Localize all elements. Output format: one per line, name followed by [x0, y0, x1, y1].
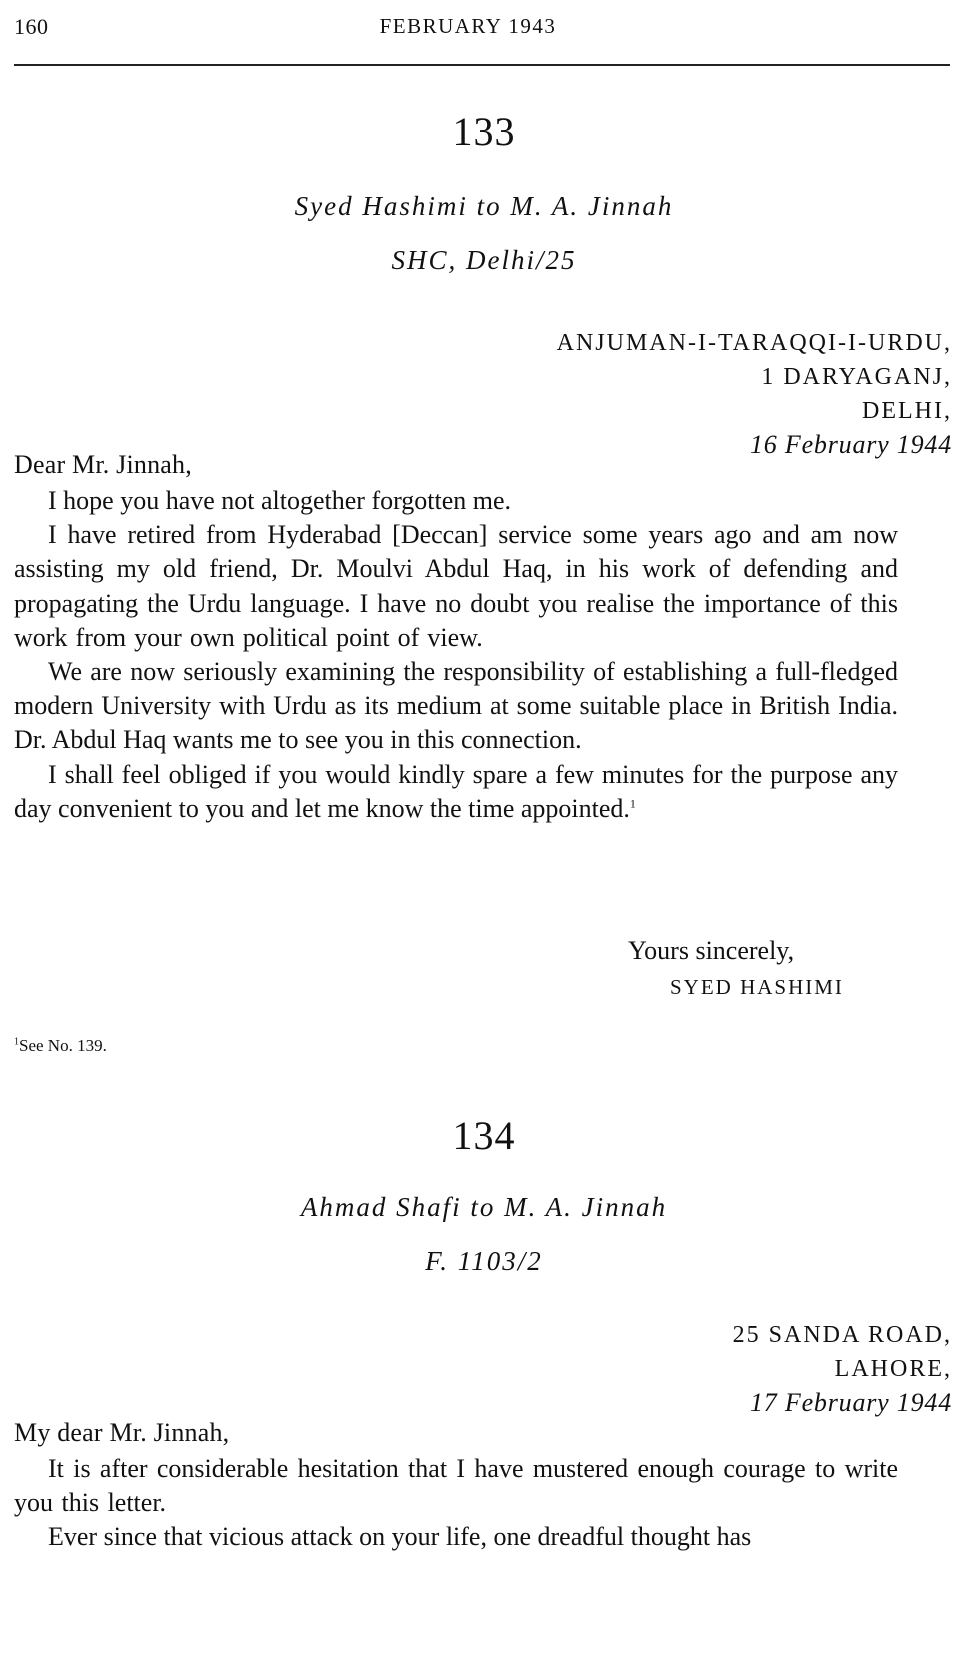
- document-number: 133: [452, 109, 516, 154]
- paragraph-text: I shall feel obliged if you would kindly spare a few minutes for the purpose any day convenient to you and let me know the time appointed.: [14, 759, 898, 823]
- document-reference: SHC, Delhi/25: [391, 245, 577, 275]
- salutation: Dear Mr. Jinnah,: [14, 450, 192, 479]
- address-line: DELHI,: [862, 398, 952, 424]
- page-number: 160: [14, 14, 49, 39]
- closing: Yours sincerely,: [628, 936, 795, 965]
- paragraph: [14, 758, 898, 826]
- salutation: My dear Mr. Jinnah,: [14, 1418, 230, 1447]
- footnote-marker: 1: [629, 796, 636, 811]
- sender-address: [733, 1318, 952, 1420]
- footnote-text: See No. 139.: [19, 1036, 107, 1055]
- document-title: Ahmad Shafi to M. A. Jinnah: [300, 1192, 668, 1222]
- letter-date: 17 February 1944: [750, 1388, 952, 1417]
- footnote: [14, 1036, 107, 1056]
- header-rule: [14, 64, 950, 66]
- document-number: 134: [452, 1113, 516, 1158]
- address-line: 1 DARYAGANJ,: [761, 364, 952, 390]
- address-line: 25 SANDA ROAD,: [732, 1322, 952, 1348]
- letter-body: [14, 484, 898, 826]
- address-line: ANJUMAN-I-TARAQQI-I-URDU,: [556, 330, 952, 356]
- sender-address: [557, 326, 952, 462]
- letter-body: [14, 1452, 898, 1555]
- page-header: [14, 14, 952, 54]
- paragraph: Ever since that vicious attack on your life, one dreadful thought has: [48, 1522, 752, 1552]
- paragraph: It is after considerable hesitation that I have mustered enough courage to write you this letter.: [14, 1454, 898, 1518]
- paragraph: I have retired from Hyderabad [Deccan] service some years ago and am now assisting my old friend, Dr. Moulvi Abdul Haq, in his work of defending and propagating the Urdu language. I have no doubt you realise the importance of this work from your own political point of view.: [14, 520, 898, 652]
- document-title: Syed Hashimi to M. A. Jinnah: [294, 191, 674, 221]
- document-reference: F. 1103/2: [425, 1246, 543, 1276]
- signature: SYED HASHIMI: [670, 975, 844, 999]
- footnote-number: 1: [14, 1036, 19, 1048]
- letter-date: 16 February 1944: [750, 430, 952, 459]
- paragraph: We are now seriously examining the responsibility of establishing a full-fledged modern University with Urdu as its medium at some suitable place in British India. Dr. Abdul Haq wants me to see you in this connection.: [14, 657, 898, 755]
- address-line: LAHORE,: [834, 1356, 952, 1382]
- running-head: FEBRUARY 1943: [379, 14, 557, 38]
- paragraph: I hope you have not altogether forgotten me.: [48, 486, 512, 515]
